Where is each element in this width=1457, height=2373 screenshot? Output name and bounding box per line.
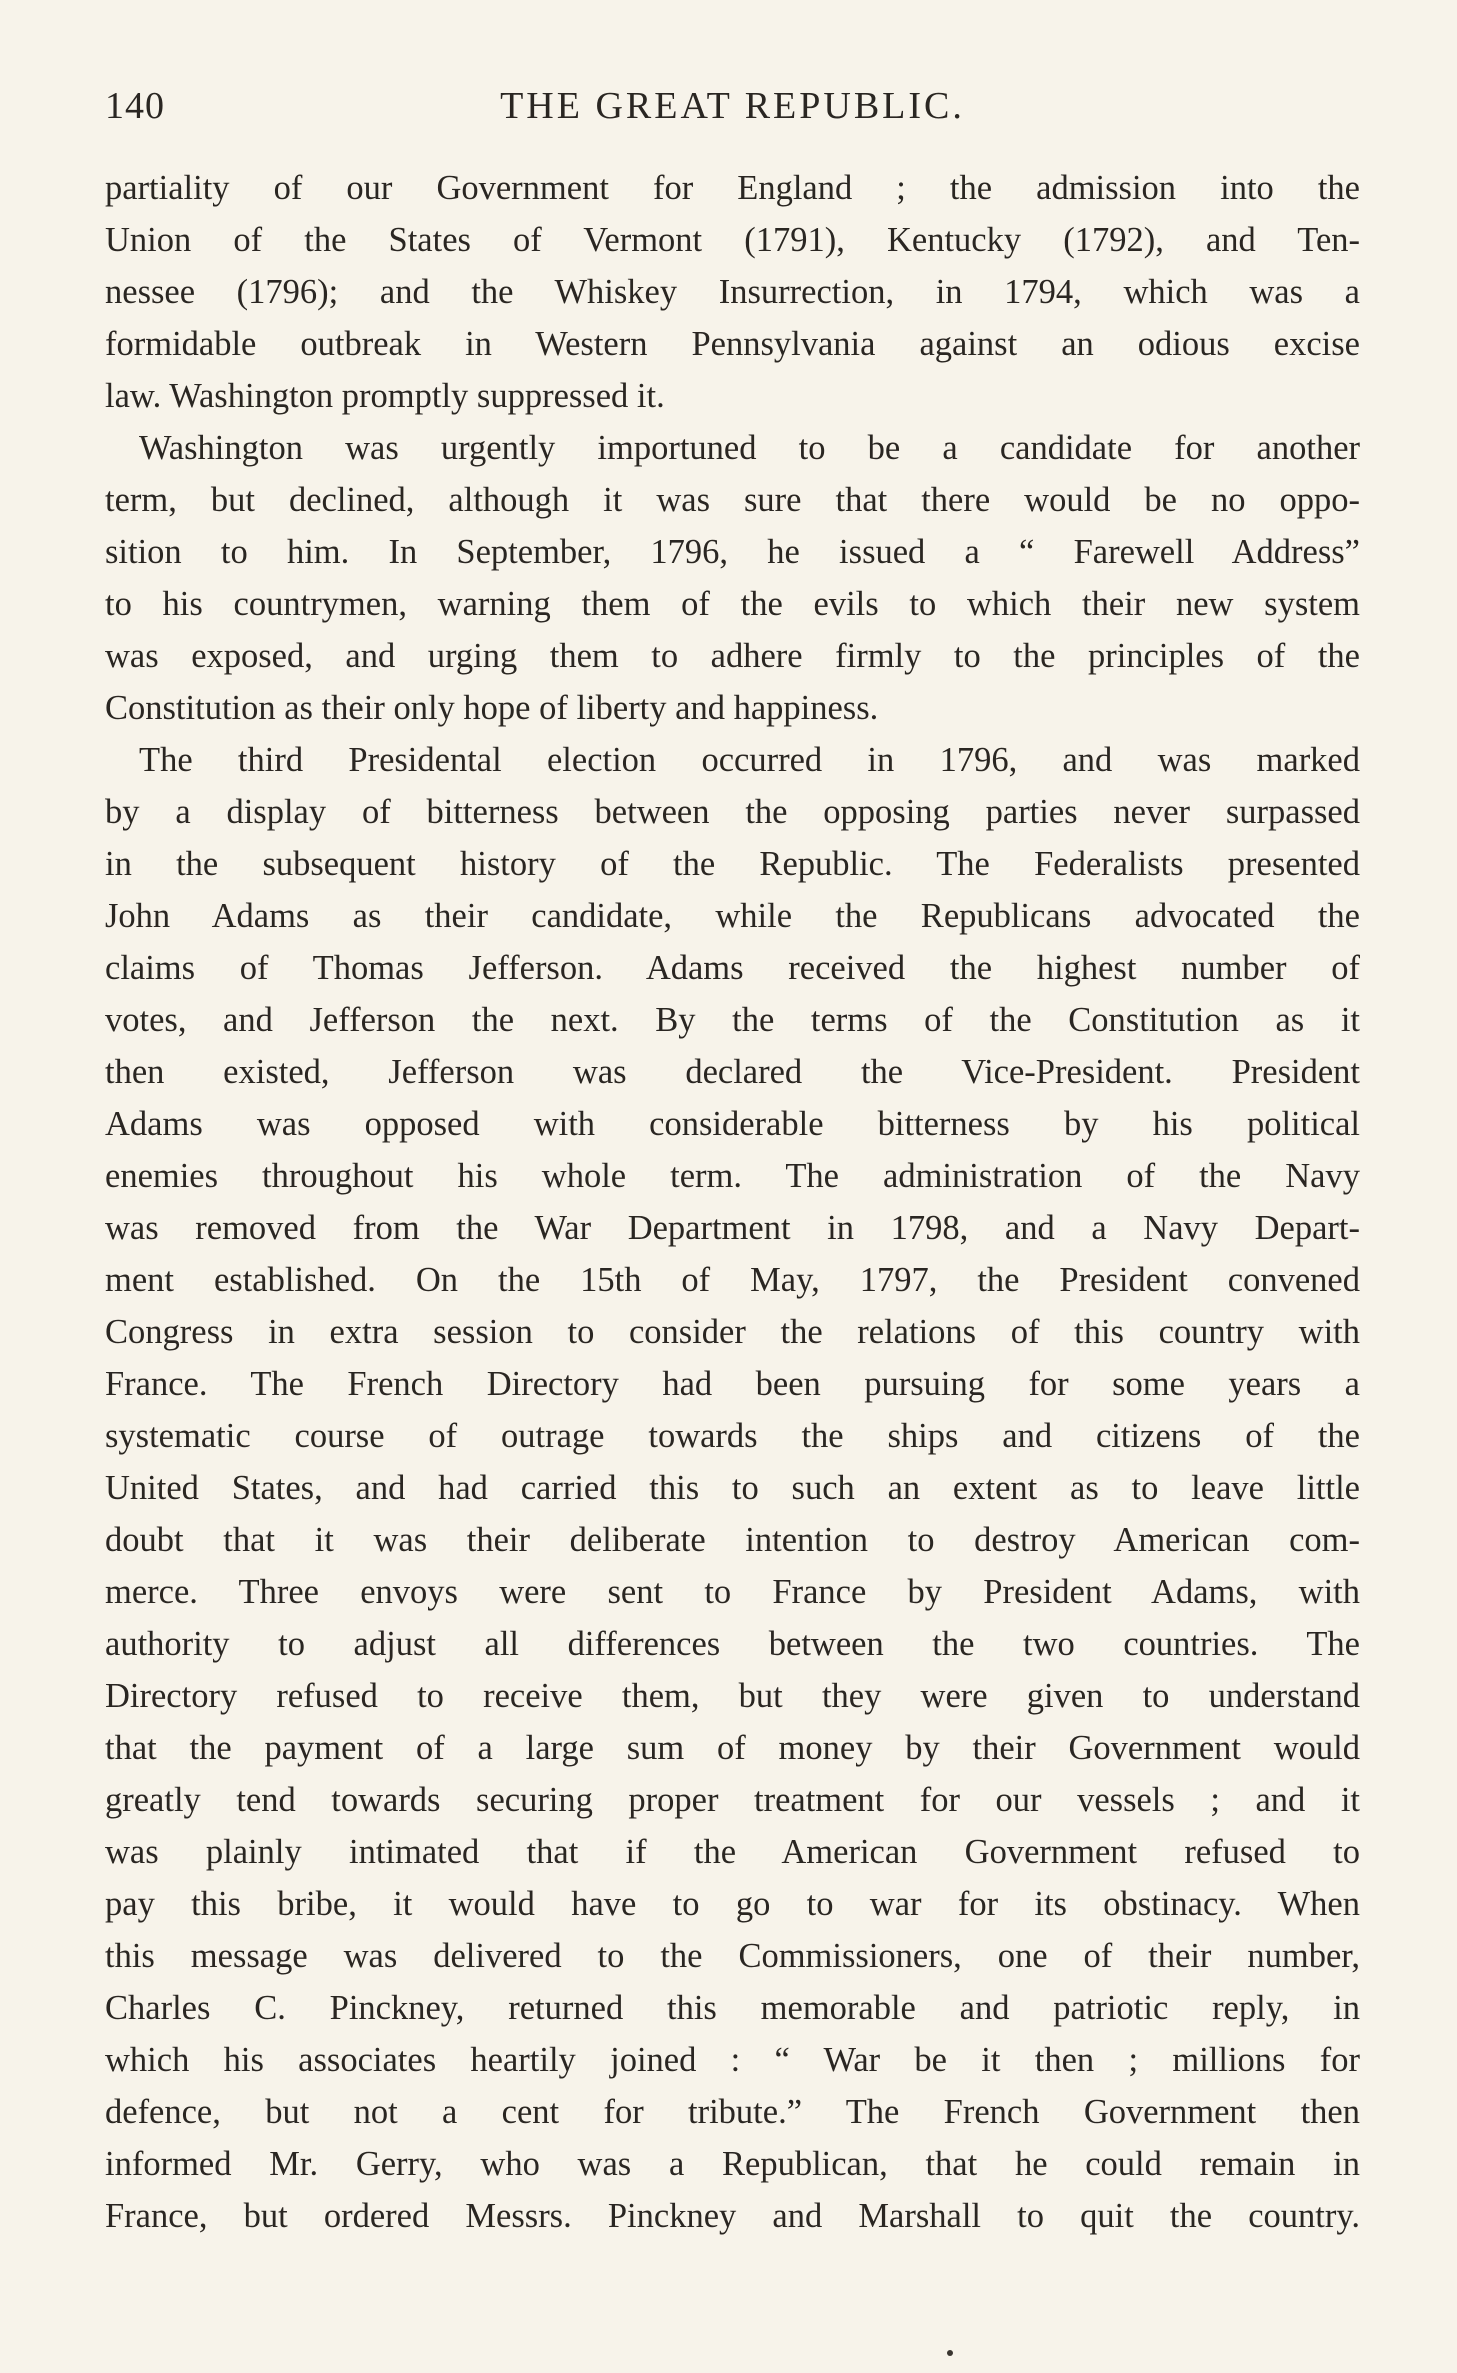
text-line: John Adams as their candidate, while the Republicans advocated the	[105, 897, 1360, 935]
text-line: which his associates heartily joined : “ War be it then ; millions for	[105, 2041, 1360, 2079]
text-line: was removed from the War Department in 1798, and a Navy Depart-	[105, 1209, 1360, 1247]
text-line: formidable outbreak in Western Pennsylvania against an odious excise	[105, 325, 1360, 363]
text-line: greatly tend towards securing proper treatment for our vessels ; and it	[105, 1781, 1360, 1819]
text-line: Washington was urgently importuned to be a candidate for another	[139, 429, 1360, 467]
text-line: doubt that it was their deliberate intention to destroy American com-	[105, 1521, 1360, 1559]
running-head	[105, 84, 1360, 134]
body-text	[105, 162, 1360, 2242]
text-line: enemies throughout his whole term. The administration of the Navy	[105, 1157, 1360, 1195]
text-line: Union of the States of Vermont (1791), Kentucky (1792), and Ten-	[105, 221, 1360, 259]
text-line: law. Washington promptly suppressed it.	[105, 377, 665, 415]
printer-mark	[947, 2350, 953, 2356]
text-line: United States, and had carried this to such an extent as to leave little	[105, 1469, 1360, 1507]
text-line: to his countrymen, warning them of the evils to which their new system	[105, 585, 1360, 623]
text-line: systematic course of outrage towards the ships and citizens of the	[105, 1417, 1360, 1455]
text-line: votes, and Jefferson the next. By the terms of the Constitution as it	[105, 1001, 1360, 1039]
running-title: THE GREAT REPUBLIC.	[500, 85, 965, 127]
text-line: partiality of our Government for England ; the admission into the	[105, 169, 1360, 207]
text-line: The third Presidental election occurred in 1796, and was marked	[139, 741, 1360, 779]
text-line: merce. Three envoys were sent to France by President Adams, with	[105, 1573, 1360, 1611]
text-line: nessee (1796); and the Whiskey Insurrection, in 1794, which was a	[105, 273, 1360, 311]
text-line: was exposed, and urging them to adhere firmly to the principles of the	[105, 637, 1360, 675]
text-line: informed Mr. Gerry, who was a Republican, that he could remain in	[105, 2145, 1360, 2183]
text-line: sition to him. In September, 1796, he issued a “ Farewell Address”	[105, 533, 1360, 571]
text-line: Congress in extra session to consider the relations of this country with	[105, 1313, 1360, 1351]
text-line: ment established. On the 15th of May, 1797, the President convened	[105, 1261, 1360, 1299]
text-line: claims of Thomas Jefferson. Adams received the highest number of	[105, 949, 1360, 987]
text-line: France. The French Directory had been pursuing for some years a	[105, 1365, 1360, 1403]
text-line: authority to adjust all differences between the two countries. The	[105, 1625, 1360, 1663]
text-line: then existed, Jefferson was declared the Vice-President. President	[105, 1053, 1360, 1091]
text-line: defence, but not a cent for tribute.” The French Government then	[105, 2093, 1360, 2131]
text-line: Directory refused to receive them, but they were given to understand	[105, 1677, 1360, 1715]
text-line: in the subsequent history of the Republic. The Federalists presented	[105, 845, 1360, 883]
text-line: term, but declined, although it was sure that there would be no oppo-	[105, 481, 1360, 519]
text-line: that the payment of a large sum of money by their Government would	[105, 1729, 1360, 1767]
text-line: this message was delivered to the Commissioners, one of their number,	[105, 1937, 1360, 1975]
text-line: pay this bribe, it would have to go to war for its obstinacy. When	[105, 1885, 1360, 1923]
text-line: France, but ordered Messrs. Pinckney and Marshall to quit the country.	[105, 2197, 1360, 2235]
page-number: 140	[105, 85, 165, 127]
text-line: Adams was opposed with considerable bitterness by his political	[105, 1105, 1360, 1143]
text-line: was plainly intimated that if the American Government refused to	[105, 1833, 1360, 1871]
text-line: Constitution as their only hope of liberty and happiness.	[105, 689, 879, 727]
text-line: by a display of bitterness between the opposing parties never surpassed	[105, 793, 1360, 831]
text-line: Charles C. Pinckney, returned this memorable and patriotic reply, in	[105, 1989, 1360, 2027]
